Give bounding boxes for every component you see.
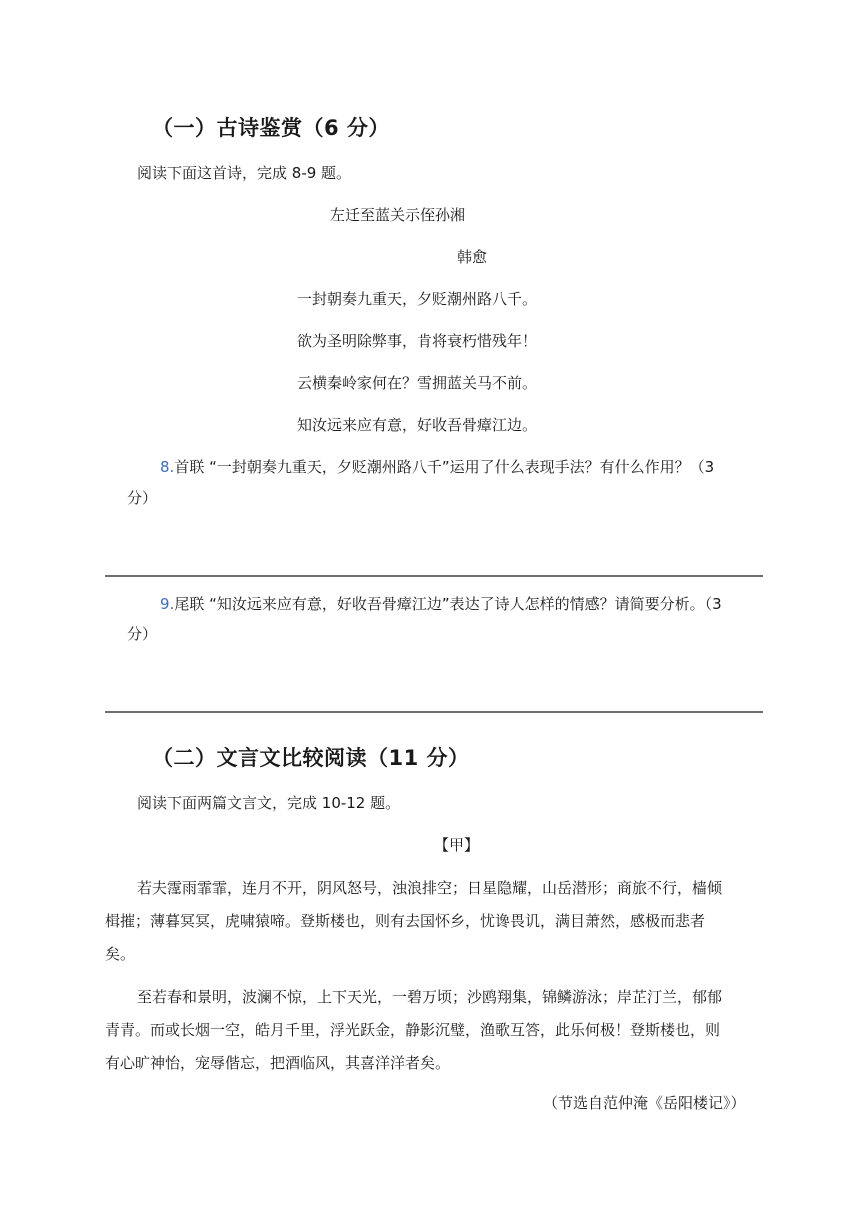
paragraph-line: 楫摧；薄暮冥冥，虎啸猿啼。登斯楼也，则有去国怀乡，忧谗畏讥，满目萧然，感极而悲者 bbox=[105, 912, 706, 930]
question-8 bbox=[160, 456, 714, 478]
poem-author: 韩愈 bbox=[457, 248, 488, 266]
answer-line bbox=[105, 711, 763, 713]
question-text: 尾联 “知汝远来应有意，好收吾骨瘴江边”表达了诗人怎样的情感？请简要分析。（3 bbox=[174, 595, 722, 613]
paragraph-line: 至若春和景明，波澜不惊，上下天光，一碧万顷；沙鸥翔集，锦鳞游泳；岸芷汀兰，郁郁 bbox=[137, 988, 723, 1006]
poem-title: 左迁至蓝关示侄孙湘 bbox=[330, 206, 466, 224]
poetry-instruction: 阅读下面这首诗，完成 8-9 题。 bbox=[137, 164, 352, 182]
question-number: 9. bbox=[160, 595, 175, 613]
question-text-continued: 分） bbox=[127, 625, 158, 643]
passage-paragraph bbox=[105, 872, 765, 971]
question-text-continued: 分） bbox=[127, 489, 158, 507]
section-title-poetry: （一）古诗鉴赏（6 分） bbox=[152, 116, 390, 140]
classical-instruction: 阅读下面两篇文言文，完成 10-12 题。 bbox=[137, 794, 401, 812]
question-text: 首联 “一封朝奏九重天，夕贬潮州路八千”运用了什么表现手法？有什么作用？（3 bbox=[174, 458, 715, 476]
question-9 bbox=[160, 593, 722, 615]
poem-line: 欲为圣明除弊事，肯将衰朽惜残年！ bbox=[297, 332, 538, 350]
paragraph-line: 有心旷神怡，宠辱偕忘，把酒临风，其喜洋洋者矣。 bbox=[105, 1054, 451, 1072]
paragraph-line: 矣。 bbox=[105, 945, 136, 963]
poem-line: 云横秦岭家何在？雪拥蓝关马不前。 bbox=[297, 374, 538, 392]
paragraph-line: 若夫霪雨霏霏，连月不开，阴风怒号，浊浪排空；日星隐耀，山岳潜形；商旅不行，樯倾 bbox=[137, 879, 723, 897]
answer-line bbox=[105, 575, 763, 577]
poem-line: 知汝远来应有意，好收吾骨瘴江边。 bbox=[297, 416, 538, 434]
passage-source: （节选自范仲淹《岳阳楼记》） bbox=[543, 1094, 746, 1112]
paragraph-line: 青青。而或长烟一空，皓月千里，浮光跃金，静影沉璧，渔歌互答，此乐何极！登斯楼也，则 bbox=[105, 1021, 721, 1039]
question-number: 8. bbox=[160, 458, 175, 476]
section-title-classical: （二）文言文比较阅读（11 分） bbox=[152, 746, 470, 770]
passage-label: 【甲】 bbox=[434, 836, 480, 854]
poem-line: 一封朝奏九重天，夕贬潮州路八千。 bbox=[297, 290, 538, 308]
passage-paragraph bbox=[105, 981, 765, 1080]
